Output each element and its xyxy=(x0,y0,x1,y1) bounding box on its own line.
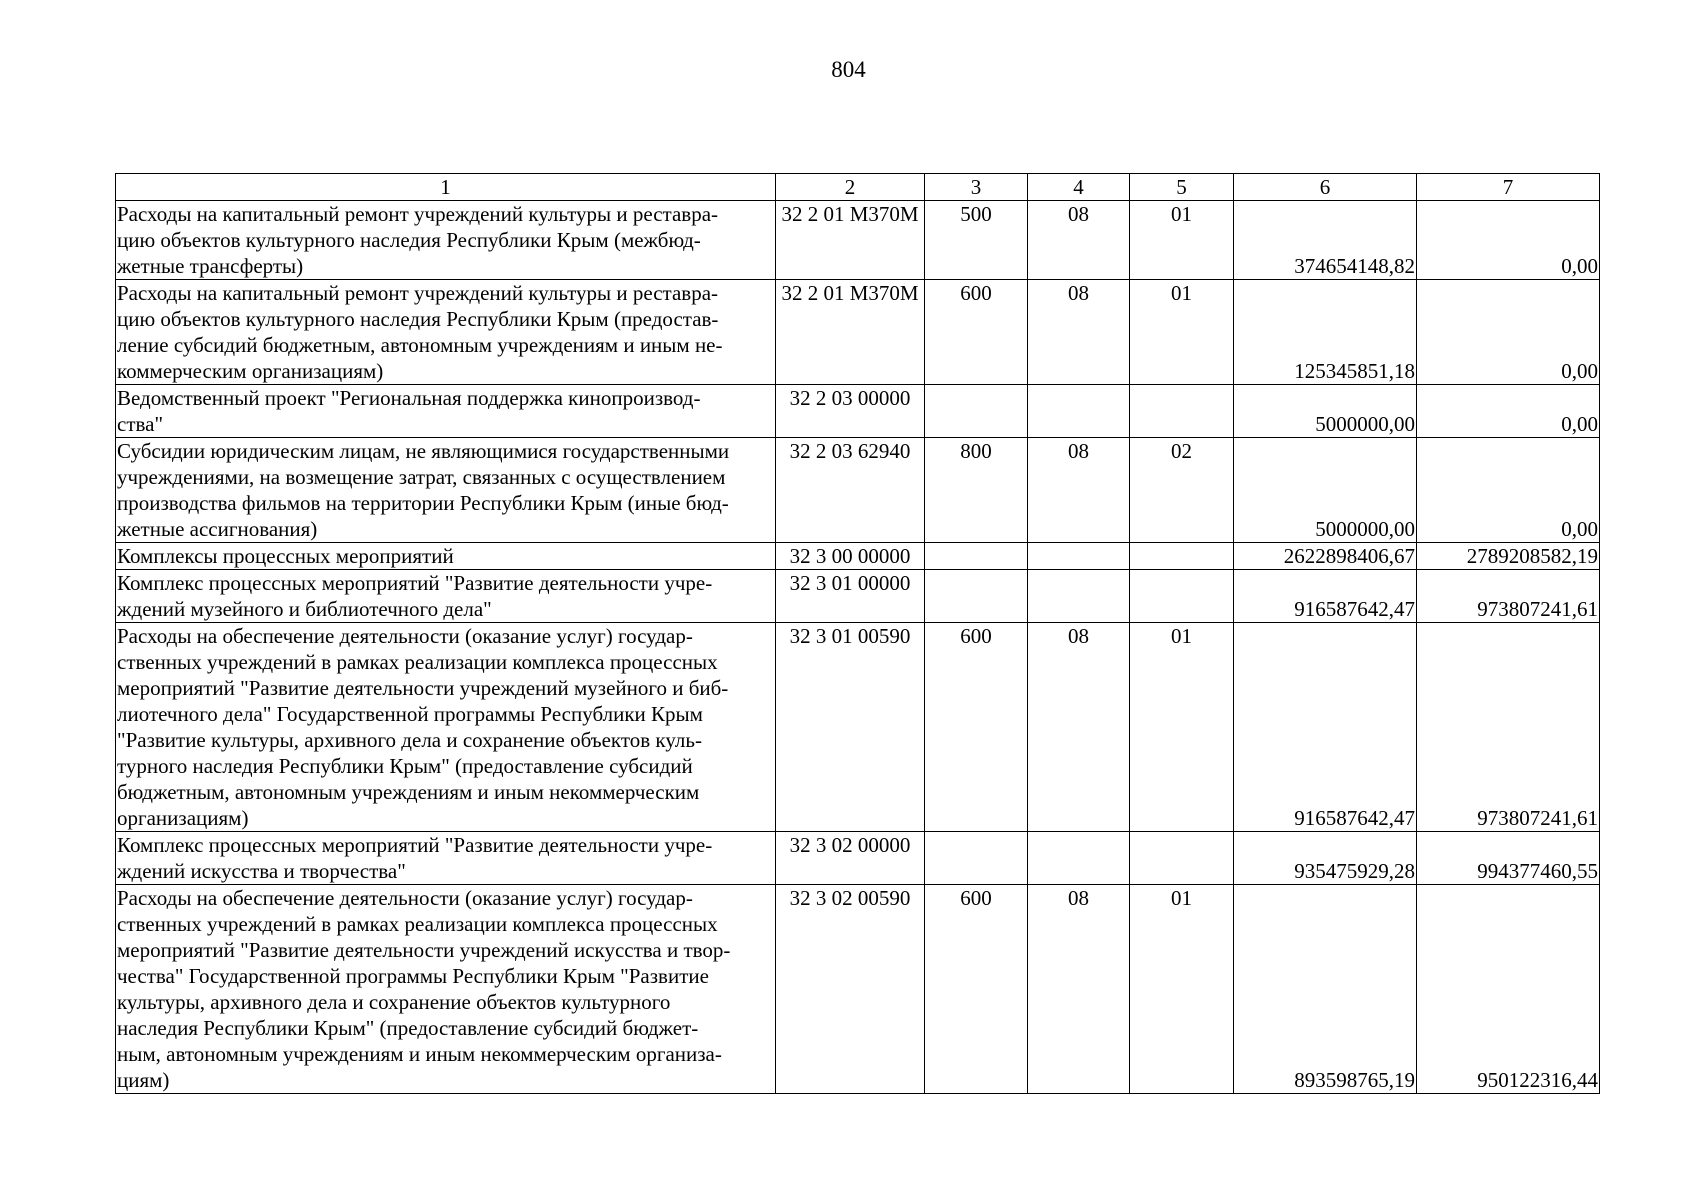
row-section xyxy=(1028,543,1130,570)
row-amount-2: 973807241,61 xyxy=(1417,570,1600,623)
row-amount-1: 2622898406,67 xyxy=(1234,543,1417,570)
row-amount-1: 5000000,00 xyxy=(1234,385,1417,438)
description-line: ждений музейного и библиотечного дела" xyxy=(117,597,492,621)
row-code: 32 2 03 62940 xyxy=(776,438,925,543)
row-amount-2: 950122316,44 xyxy=(1417,885,1600,1094)
row-expense-type: 600 xyxy=(925,885,1028,1094)
description-line: организациям) xyxy=(117,806,249,830)
description-line: цию объектов культурного наследия Республики Крым (предостав- xyxy=(117,307,719,331)
row-description xyxy=(116,570,776,623)
row-section: 08 xyxy=(1028,280,1130,385)
description-line: учреждениями, на возмещение затрат, связанных с осуществлением xyxy=(117,465,726,489)
description-line: лиотечного дела" Государственной программы Республики Крым xyxy=(117,702,703,726)
header-cell-6: 6 xyxy=(1234,174,1417,201)
description-line: коммерческим организациям) xyxy=(117,359,384,383)
row-description xyxy=(116,385,776,438)
description-line: Комплексы процессных мероприятий xyxy=(117,544,454,568)
budget-table xyxy=(115,173,1600,1094)
description-line: жетные трансферты) xyxy=(117,254,304,278)
row-amount-1: 916587642,47 xyxy=(1234,623,1417,832)
row-amount-1: 5000000,00 xyxy=(1234,438,1417,543)
description-line: чества" Государственной программы Республики Крым "Развитие xyxy=(117,964,709,988)
header-cell-7: 7 xyxy=(1417,174,1600,201)
row-code: 32 3 02 00000 xyxy=(776,832,925,885)
row-amount-2: 0,00 xyxy=(1417,201,1600,280)
description-line: цию объектов культурного наследия Республики Крым (межбюд- xyxy=(117,228,701,252)
description-line: ным, автономным учреждениям и иным некоммерческим организа- xyxy=(117,1042,722,1066)
header-cell-1: 1 xyxy=(116,174,776,201)
table-row xyxy=(116,438,1600,543)
description-line: Комплекс процессных мероприятий "Развитие деятельности учре- xyxy=(117,571,713,595)
description-line: мероприятий "Развитие деятельности учреждений музейного и биб- xyxy=(117,676,729,700)
description-line: ждений искусства и творчества" xyxy=(117,859,406,883)
row-code: 32 2 01 М370М xyxy=(776,280,925,385)
row-subsection xyxy=(1130,570,1234,623)
row-code: 32 3 00 00000 xyxy=(776,543,925,570)
description-line: мероприятий "Развитие деятельности учреждений искусства и твор- xyxy=(117,938,731,962)
row-description xyxy=(116,885,776,1094)
header-cell-5: 5 xyxy=(1130,174,1234,201)
row-description xyxy=(116,832,776,885)
table-body xyxy=(116,174,1600,1094)
description-line: бюджетным, автономным учреждениям и иным некоммерческим xyxy=(117,780,700,804)
row-amount-2: 0,00 xyxy=(1417,438,1600,543)
row-description xyxy=(116,201,776,280)
row-section: 08 xyxy=(1028,201,1130,280)
row-subsection: 01 xyxy=(1130,201,1234,280)
table-row xyxy=(116,832,1600,885)
row-expense-type: 600 xyxy=(925,623,1028,832)
description-line: Расходы на капитальный ремонт учреждений культуры и реставра- xyxy=(117,281,719,305)
row-expense-type: 800 xyxy=(925,438,1028,543)
table-row xyxy=(116,385,1600,438)
row-amount-1: 893598765,19 xyxy=(1234,885,1417,1094)
header-cell-4: 4 xyxy=(1028,174,1130,201)
row-section: 08 xyxy=(1028,623,1130,832)
header-cell-2: 2 xyxy=(776,174,925,201)
table-row xyxy=(116,543,1600,570)
row-amount-2: 973807241,61 xyxy=(1417,623,1600,832)
row-expense-type: 600 xyxy=(925,280,1028,385)
description-line: турного наследия Республики Крым" (предоставление субсидий xyxy=(117,754,693,778)
row-description xyxy=(116,623,776,832)
row-expense-type xyxy=(925,543,1028,570)
table-row xyxy=(116,201,1600,280)
row-amount-1: 125345851,18 xyxy=(1234,280,1417,385)
description-line: производства фильмов на территории Республики Крым (иные бюд- xyxy=(117,491,729,515)
description-line: Расходы на обеспечение деятельности (оказание услуг) государ- xyxy=(117,624,693,648)
description-line: наследия Республики Крым" (предоставление субсидий бюджет- xyxy=(117,1016,699,1040)
row-section: 08 xyxy=(1028,885,1130,1094)
table-row xyxy=(116,280,1600,385)
description-line: "Развитие культуры, архивного дела и сохранение объектов куль- xyxy=(117,728,702,752)
table-row xyxy=(116,885,1600,1094)
row-code: 32 2 03 00000 xyxy=(776,385,925,438)
row-subsection xyxy=(1130,385,1234,438)
row-amount-1: 935475929,28 xyxy=(1234,832,1417,885)
row-section xyxy=(1028,832,1130,885)
row-amount-2: 0,00 xyxy=(1417,385,1600,438)
row-section: 08 xyxy=(1028,438,1130,543)
row-subsection xyxy=(1130,543,1234,570)
page-number: 804 xyxy=(831,57,866,82)
description-line: Комплекс процессных мероприятий "Развитие деятельности учре- xyxy=(117,833,713,857)
description-line: Ведомственный проект "Региональная поддержка кинопроизвод- xyxy=(117,386,701,410)
description-line: ственных учреждений в рамках реализации комплекса процессных xyxy=(117,650,718,674)
row-expense-type xyxy=(925,832,1028,885)
row-expense-type xyxy=(925,385,1028,438)
row-subsection xyxy=(1130,832,1234,885)
row-code: 32 3 01 00000 xyxy=(776,570,925,623)
row-code: 32 2 01 М370М xyxy=(776,201,925,280)
row-subsection: 01 xyxy=(1130,623,1234,832)
row-description xyxy=(116,280,776,385)
row-amount-2: 0,00 xyxy=(1417,280,1600,385)
description-line: Расходы на капитальный ремонт учреждений культуры и реставра- xyxy=(117,202,719,226)
row-expense-type xyxy=(925,570,1028,623)
table-header-row xyxy=(116,174,1600,201)
row-subsection: 01 xyxy=(1130,885,1234,1094)
description-line: ства" xyxy=(117,412,164,436)
description-line: ственных учреждений в рамках реализации комплекса процессных xyxy=(117,912,718,936)
description-line: Субсидии юридическим лицам, не являющимися государственными xyxy=(117,439,730,463)
row-code: 32 3 01 00590 xyxy=(776,623,925,832)
description-line: ление субсидий бюджетным, автономным учреждениям и иным не- xyxy=(117,333,723,357)
row-subsection: 02 xyxy=(1130,438,1234,543)
row-description xyxy=(116,438,776,543)
row-expense-type: 500 xyxy=(925,201,1028,280)
description-line: циям) xyxy=(117,1068,170,1092)
table-row xyxy=(116,570,1600,623)
row-amount-1: 374654148,82 xyxy=(1234,201,1417,280)
row-amount-2: 2789208582,19 xyxy=(1417,543,1600,570)
description-line: Расходы на обеспечение деятельности (оказание услуг) государ- xyxy=(117,886,693,910)
row-section xyxy=(1028,385,1130,438)
row-amount-2: 994377460,55 xyxy=(1417,832,1600,885)
row-amount-1: 916587642,47 xyxy=(1234,570,1417,623)
row-section xyxy=(1028,570,1130,623)
row-description xyxy=(116,543,776,570)
row-subsection: 01 xyxy=(1130,280,1234,385)
description-line: культуры, архивного дела и сохранение объектов культурного xyxy=(117,990,671,1014)
description-line: жетные ассигнования) xyxy=(117,517,318,541)
header-cell-3: 3 xyxy=(925,174,1028,201)
table-row xyxy=(116,623,1600,832)
row-code: 32 3 02 00590 xyxy=(776,885,925,1094)
